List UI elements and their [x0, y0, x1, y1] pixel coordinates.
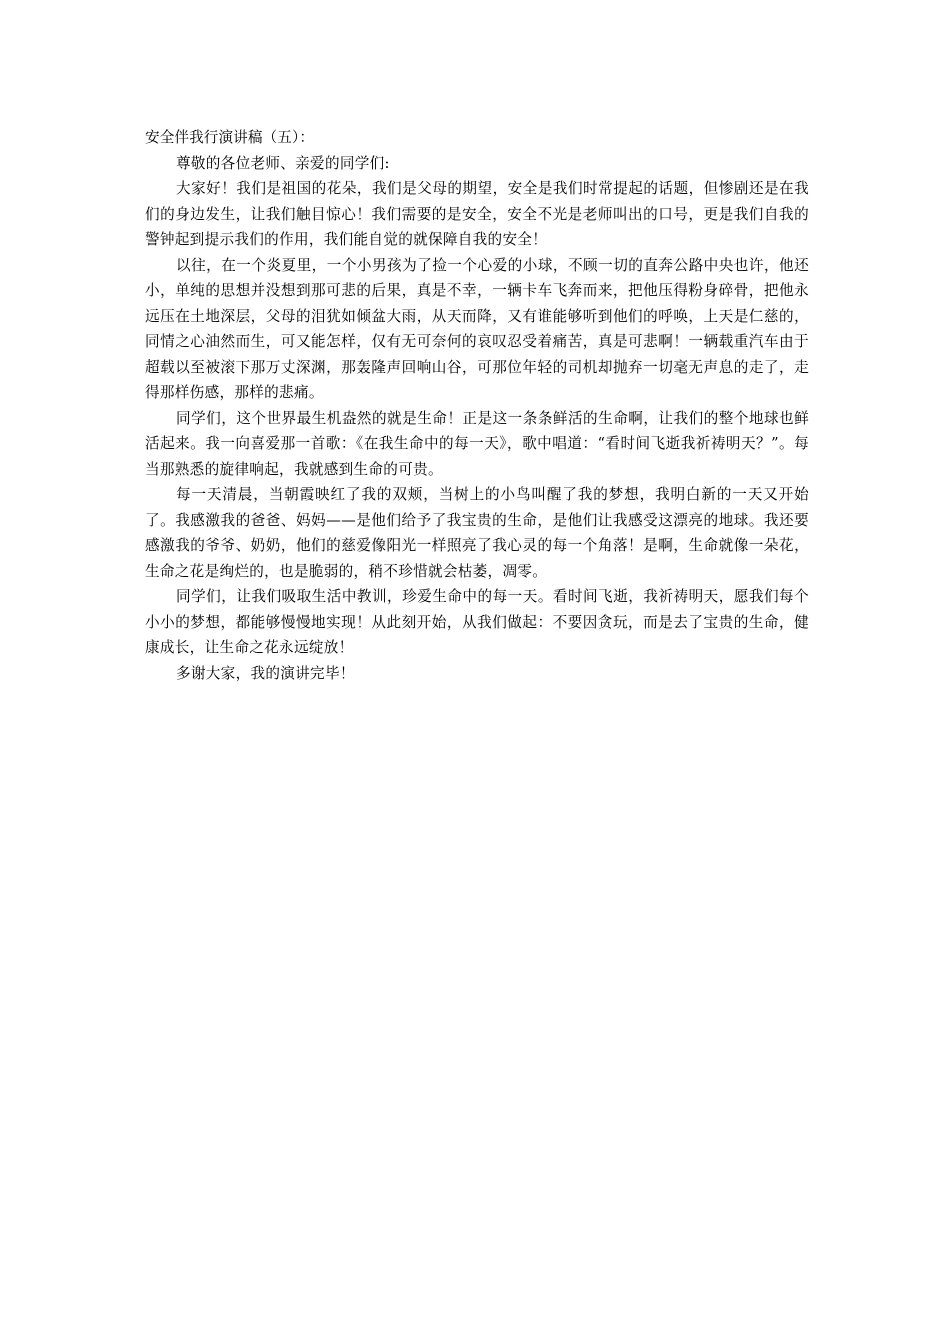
- document-page: [145, 125, 809, 686]
- document-title: 安全伴我行演讲稿（五）：: [145, 129, 315, 146]
- body-paragraph-2: 以往，在一个炎夏里，一个小男孩为了捡一个心爱的小球，不顾一切的直奔公路中央也许，他还小，单纯的思想并没想到那可悲的后果，真是不幸，一辆卡车飞奔而来，把他压得粉身碎骨，把他永远压在土地深层，父母的泪犹如倾盆大雨，从天而降，又有谁能够听到他们的呼唤，上天是仁慈的，同情之心油然而生，可又能怎样，仅有无可奈何的哀叹忍受着痛苦，真是可悲啊！一辆载重汽车由于超载以至被滚下那万丈深渊，那轰隆声回响山谷，可那位年轻的司机却抛弃一切毫无声息的走了，走得那样伤感，那样的悲痛。: [145, 256, 809, 401]
- body-paragraph-5: 同学们，让我们吸取生活中教训，珍爱生命中的每一天。看时间飞逝，我祈祷明天，愿我们每个小小的梦想，都能够慢慢地实现！从此刻开始，从我们做起：不要因贪玩，而是去了宝贵的生命，健康成长，让生命之花永远绽放！: [145, 588, 809, 656]
- body-paragraph-1: 大家好！我们是祖国的花朵，我们是父母的期望，安全是我们时常提起的话题，但惨剧还是在我们的身边发生，让我们触目惊心！我们需要的是安全，安全不光是老师叫出的口号，更是我们自我的警钟起到提示我们的作用，我们能自觉的就保障自我的安全！: [145, 180, 809, 248]
- closing-paragraph: 多谢大家，我的演讲完毕！: [176, 664, 355, 682]
- body-paragraph-3: 同学们，这个世界最生机盎然的就是生命！正是这一条条鲜活的生命啊，让我们的整个地球也鲜活起来。我一向喜爱那一首歌：《在我生命中的每一天》，歌中唱道：“看时间飞逝我祈祷明天？”。每当那熟悉的旋律响起，我就感到生命的可贵。: [145, 409, 809, 478]
- greeting-paragraph: 尊敬的各位老师、亲爱的同学们:: [176, 154, 390, 172]
- body-paragraph-4: 每一天清晨，当朝霞映红了我的双颊，当树上的小鸟叫醒了我的梦想，我明白新的一天又开始了。我感激我的爸爸、妈妈——是他们给予了我宝贵的生命，是他们让我感受这漂亮的地球。我还要感激我的爷爷、奶奶，他们的慈爱像阳光一样照亮了我心灵的每一个角落！是啊，生命就像一朵花，生命之花是绚烂的，也是脆弱的，稍不珍惜就会枯萎，凋零。: [145, 486, 809, 580]
